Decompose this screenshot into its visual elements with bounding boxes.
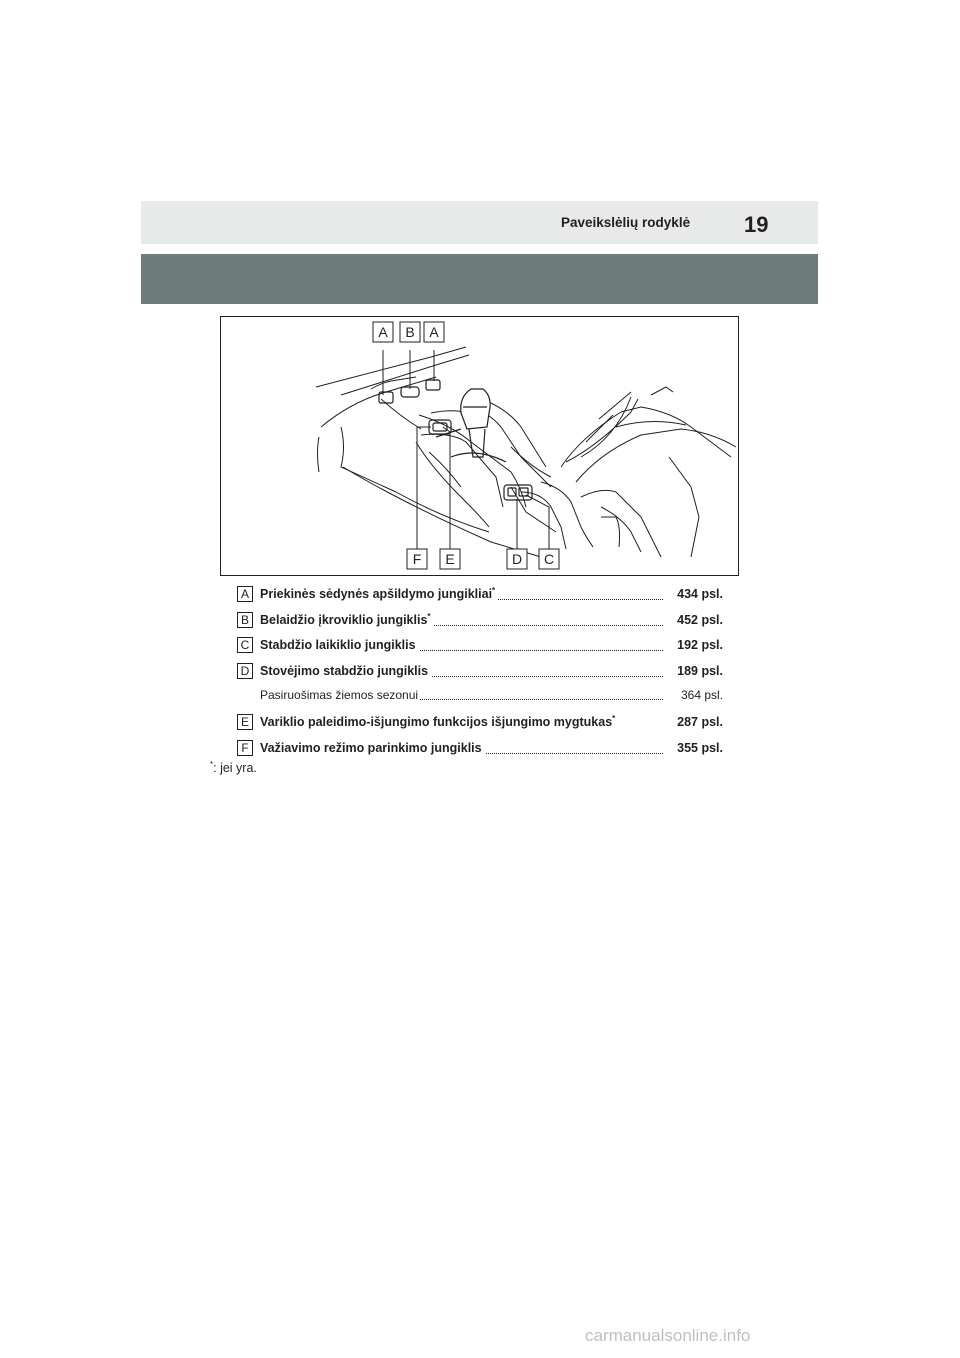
callout-e: E: [445, 551, 455, 567]
legend-page-ref: 434 psl.: [673, 587, 723, 601]
legend-page-ref: 452 psl.: [673, 613, 723, 627]
callout-b: B: [405, 324, 415, 340]
legend-item-label: Variklio paleidimo-išjungimo funkcijos išjungimo mygtukas*: [260, 715, 618, 729]
legend-item-c: [237, 636, 723, 656]
callout-c: C: [543, 551, 555, 567]
header-bar: [141, 201, 818, 244]
footnote: [210, 761, 257, 775]
callout-a-right: A: [429, 324, 439, 340]
legend-key-badge: F: [237, 740, 253, 756]
callout-d: D: [511, 551, 523, 567]
legend-item-label: Belaidžio įkroviklio jungiklis*: [260, 613, 434, 627]
legend-sub-entry: [237, 687, 723, 705]
legend-page-ref: 192 psl.: [673, 638, 723, 652]
legend-item-e: [237, 713, 723, 733]
footnote-text: : jei yra.: [213, 761, 257, 775]
legend-page-ref: 355 psl.: [673, 741, 723, 755]
legend-page-ref: 189 psl.: [673, 664, 723, 678]
callout-labels-bottom: [407, 549, 559, 569]
section-banner: [141, 254, 818, 304]
callout-a-left: A: [378, 324, 388, 340]
center-console-illustration: [220, 316, 739, 576]
console-drawing: [221, 317, 738, 575]
legend-key-badge: B: [237, 612, 253, 628]
footnote-marker: *: [427, 611, 431, 621]
page-number: 19: [744, 212, 769, 237]
legend-item-a: [237, 585, 723, 605]
sub-entry-page-ref: 364 psl.: [677, 688, 723, 702]
legend-item-label: Stabdžio laikiklio jungiklis: [260, 638, 419, 652]
callout-labels-top: [373, 322, 444, 342]
legend-page-ref: 287 psl.: [673, 715, 723, 729]
legend-key-badge: A: [237, 586, 253, 602]
legend-key-badge: C: [237, 637, 253, 653]
legend-key-badge: D: [237, 663, 253, 679]
footnote-marker: *: [612, 713, 616, 723]
page-header-title: Paveikslėlių rodyklė: [561, 215, 691, 230]
legend-item-label: Priekinės sėdynės apšildymo jungikliai*: [260, 587, 498, 601]
legend-item-label: Stovėjimo stabdžio jungiklis: [260, 664, 431, 678]
legend-item-d: [237, 662, 723, 682]
footnote-marker: *: [210, 759, 214, 769]
footnote-marker: *: [492, 585, 496, 595]
callout-f: F: [412, 551, 422, 567]
legend-item-label: Važiavimo režimo parinkimo jungiklis: [260, 741, 485, 755]
legend-key-badge: E: [237, 714, 253, 730]
legend-item-b: [237, 611, 723, 631]
legend-item-f: [237, 739, 723, 759]
sub-entry-label: Pasiruošimas žiemos sezonui: [260, 688, 419, 702]
watermark: carmanualsonline.info: [585, 1326, 751, 1345]
